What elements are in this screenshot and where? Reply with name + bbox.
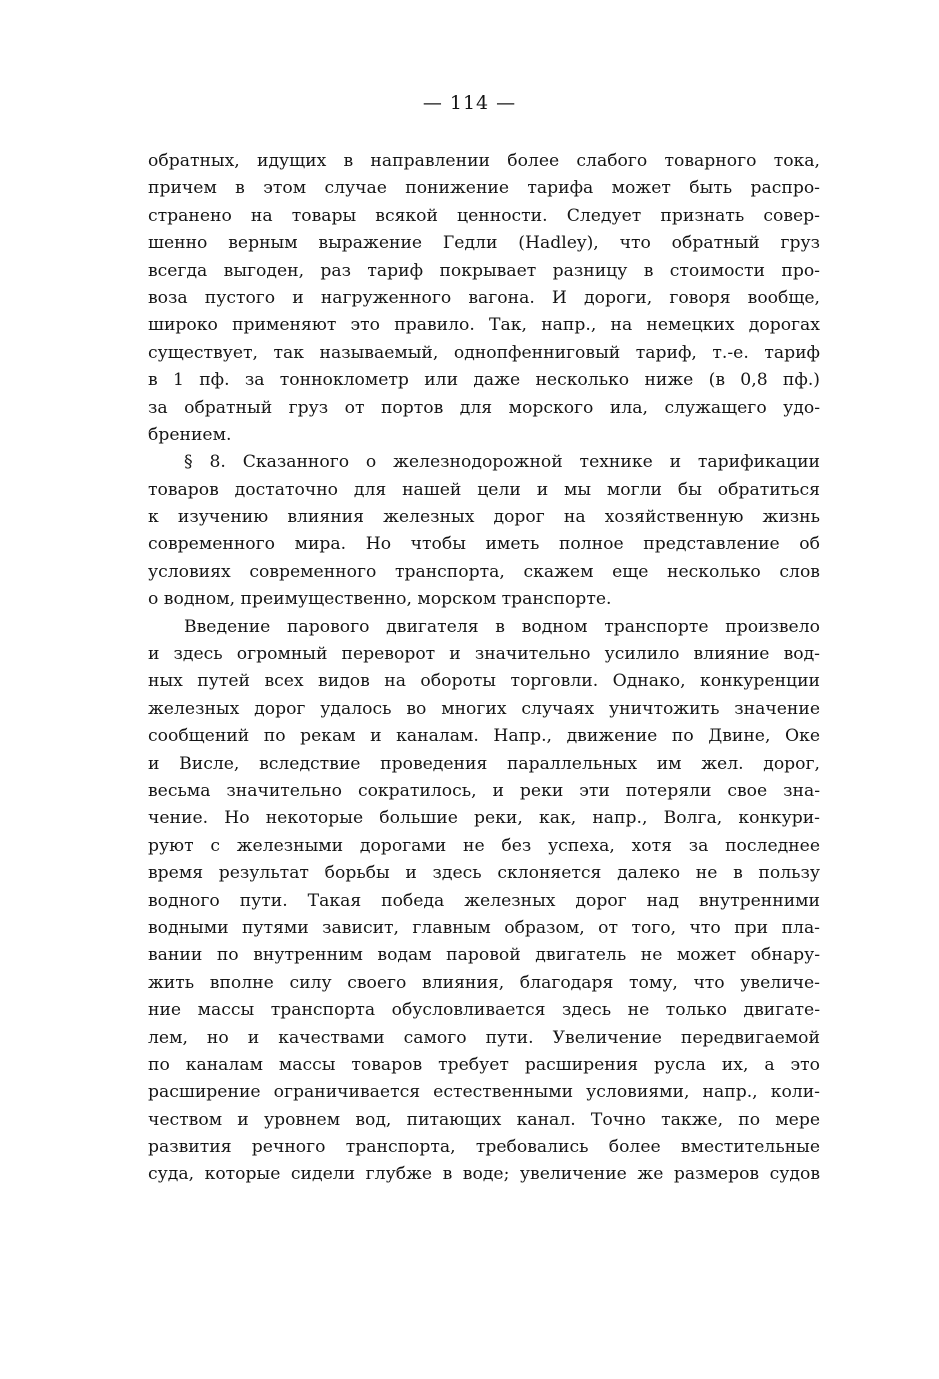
text-line: современного мира. Но чтобы иметь полное представление об — [148, 534, 820, 555]
text-line: лем, но и качествами самого пути. Увеличение передвигаемой — [148, 1027, 820, 1048]
text-line: и здесь огромный переворот и значительно усилило влияние вод- — [148, 644, 820, 665]
text-line: и Висле, вследствие проведения параллельных им жел. дорог, — [148, 753, 820, 774]
text-line: странено на товары всякой ценности. Следует признать совер- — [148, 205, 820, 226]
text-line: водными путями зависит, главным образом, от того, что при пла- — [148, 917, 820, 938]
text-line: чение. Но некоторые большие реки, как, напр., Волга, конкури- — [148, 808, 820, 829]
body-text — [148, 148, 820, 1189]
text-line: суда, которые сидели глубже в воде; увеличение же размеров судов — [148, 1164, 820, 1185]
text-line: ние массы транспорта обусловливается здесь не только двигате- — [148, 1000, 820, 1021]
text-line: товаров достаточно для нашей цели и мы могли бы обратиться — [148, 479, 820, 500]
text-line: к изучению влияния железных дорог на хозяйственную жизнь — [148, 507, 820, 528]
text-line: вании по внутренним водам паровой двигатель не может обнару- — [148, 945, 820, 966]
text-line: существует, так называемый, однопфенниговый тариф, т.-е. тариф — [148, 342, 820, 363]
text-line: руют с железными дорогами не без успеха, хотя за последнее — [148, 835, 820, 856]
text-line: чеством и уровнем вод, питающих канал. Точно также, по мере — [148, 1109, 820, 1130]
text-line: Введение парового двигателя в водном транспорте произвело — [184, 616, 820, 637]
text-line: водного пути. Такая победа железных дорог над внутренними — [148, 890, 820, 911]
text-line: сообщений по рекам и каналам. Напр., движение по Двине, Оке — [148, 726, 820, 747]
text-line: условиях современного транспорта, скажем еще несколько слов — [148, 561, 820, 582]
text-line: весьма значительно сократилось, и реки эти потеряли свое зна- — [148, 780, 820, 801]
text-line: § 8. Сказанного о железнодорожной технике и тарификации — [184, 452, 820, 473]
text-line: за обратный груз от портов для морского ила, служащего удо- — [148, 397, 820, 418]
text-line: время результат борьбы и здесь склоняется далеко не в пользу — [148, 863, 820, 884]
text-line: о водном, преимущественно, морском транспорте. — [148, 589, 612, 610]
text-line: брением. — [148, 424, 232, 445]
text-line: расширение ограничивается естественными условиями, напр., коли- — [148, 1082, 820, 1103]
text-line: в 1 пф. за тонноклометр или даже несколько ниже (в 0,8 пф.) — [148, 370, 820, 391]
text-line: по каналам массы товаров требует расширения русла их, а это — [148, 1054, 820, 1075]
text-line: железных дорог удалось во многих случаях уничтожить значение — [148, 698, 820, 719]
text-line: развития речного транспорта, требовались более вместительные — [148, 1137, 820, 1158]
text-line: причем в этом случае понижение тарифа может быть распро- — [148, 178, 820, 199]
text-line: всегда выгоден, раз тариф покрывает разницу в стоимости про- — [148, 260, 820, 281]
text-line: ных путей всех видов на обороты торговли. Однако, конкуренции — [148, 671, 820, 692]
text-line: жить вполне силу своего влияния, благодаря тому, что увеличе- — [148, 972, 820, 993]
page-number: — 114 — — [422, 92, 517, 114]
text-line: обратных, идущих в направлении более слабого товарного тока, — [148, 151, 820, 171]
text-line: воза пустого и нагруженного вагона. И дороги, говоря вообще, — [148, 287, 820, 308]
text-line: шенно верным выражение Гедли (Hadley), что обратный груз — [148, 233, 820, 254]
text-line: широко применяют это правило. Так, напр., на немецких дорогах — [148, 315, 820, 336]
